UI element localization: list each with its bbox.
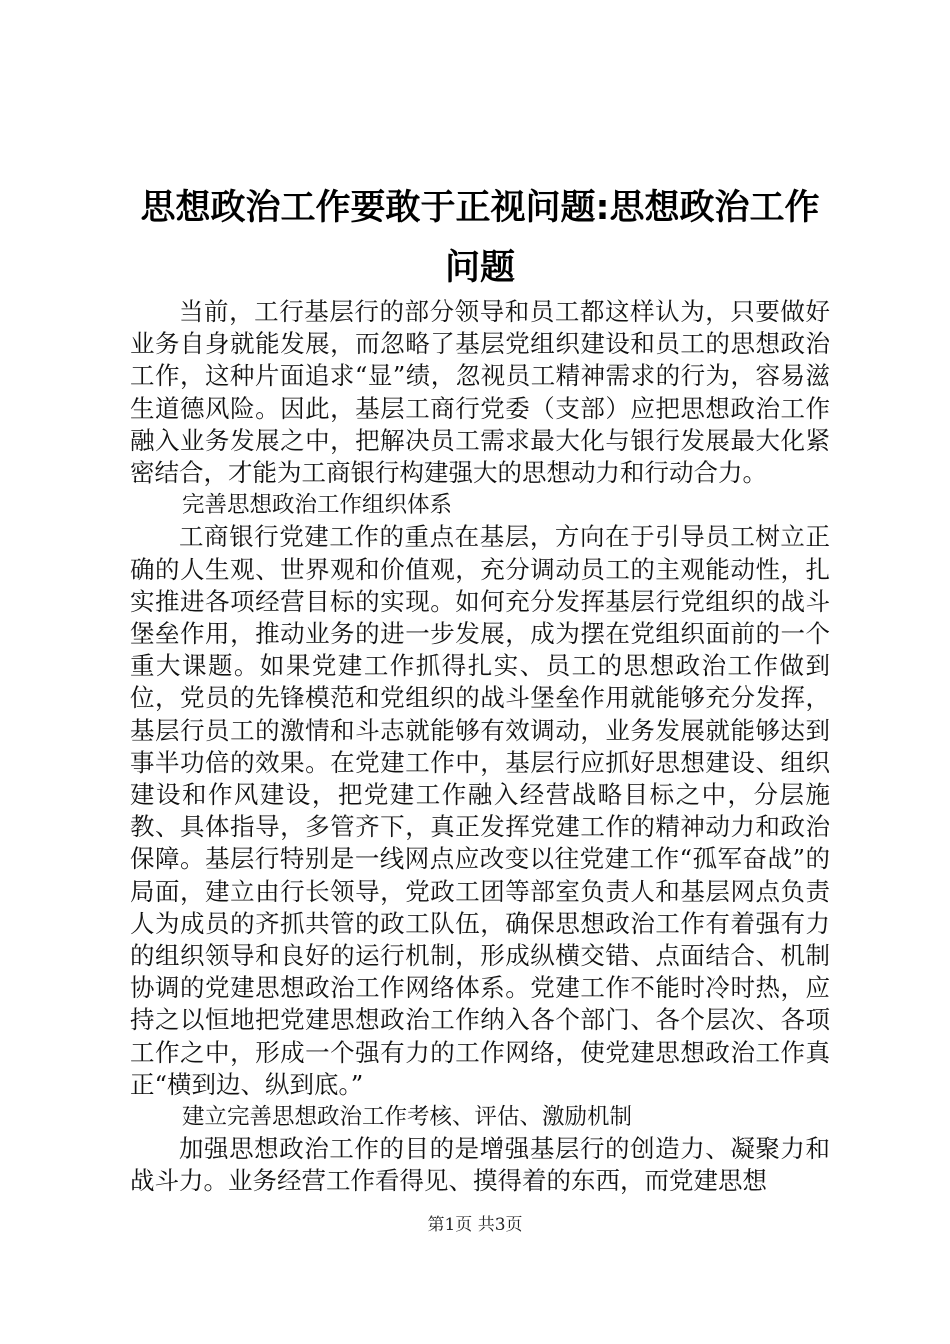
- document-title: [130, 178, 830, 298]
- section-heading-organization: 完善思想政治工作组织体系: [182, 492, 453, 519]
- title-line-1: 思想政治工作要敢于正视问题:思想政治工作: [140, 188, 820, 228]
- page-footer: 第1页 共3页: [427, 1215, 523, 1235]
- section-heading-mechanism: 建立完善思想政治工作考核、评估、激励机制: [182, 1104, 633, 1131]
- document-body: [130, 296, 830, 1198]
- title-line-2: 问题: [444, 248, 515, 288]
- paragraph-strengthen: 加强思想政治工作的目的是增强基层行的创造力、凝聚力和战斗力。业务经营工作看得见、摸得着的东西，而党建思想: [130, 1134, 830, 1196]
- paragraph-party-building: 工商银行党建工作的重点在基层，方向在于引导员工树立正确的人生观、世界观和价值观，充分调动员工的主观能动性，扎实推进各项经营目标的实现。如何充分发挥基层行党组织的战斗堡垒作用，推动业务的进一步发展，成为摆在党组织面前的一个重大课题。如果党建工作抓得扎实、员工的思想政治工作做到位，党员的先锋模范和党组织的战斗堡垒作用就能够充分发挥，基层行员工的激情和斗志就能够有效调动，业务发展就能够达到事半功倍的效果。在党建工作中，基层行应抓好思想建设、组织建设和作风建设，把党建工作融入经营战略目标之中，分层施教、具体指导，多管齐下，真正发挥党建工作的精神动力和政治保障。基层行特别是一线网点应改变以往党建工作“孤军奋战”的局面，建立由行长领导，党政工团等部室负责人和基层网点负责人为成员的齐抓共管的政工队伍，确保思想政治工作有着强有力的组织领导和良好的运行机制，形成纵横交错、点面结合、机制协调的党建思想政治工作网络体系。党建工作不能时冷时热，应持之以恒地把党建思想政治工作纳入各个部门、各个层次、各项工作之中，形成一个强有力的工作网络，使党建思想政治工作真正“横到边、纵到底。”: [130, 522, 830, 1099]
- paragraph-intro: 当前，工行基层行的部分领导和员工都这样认为，只要做好业务自身就能发展，而忽略了基层党组织建设和员工的思想政治工作，这种片面追求“显”绩，忽视员工精神需求的行为，容易滋生道德风险。因此，基层工商行党委（支部）应把思想政治工作融入业务发展之中，把解决员工需求最大化与银行发展最大化紧密结合，才能为工商银行构建强大的思想动力和行动合力。: [130, 297, 830, 488]
